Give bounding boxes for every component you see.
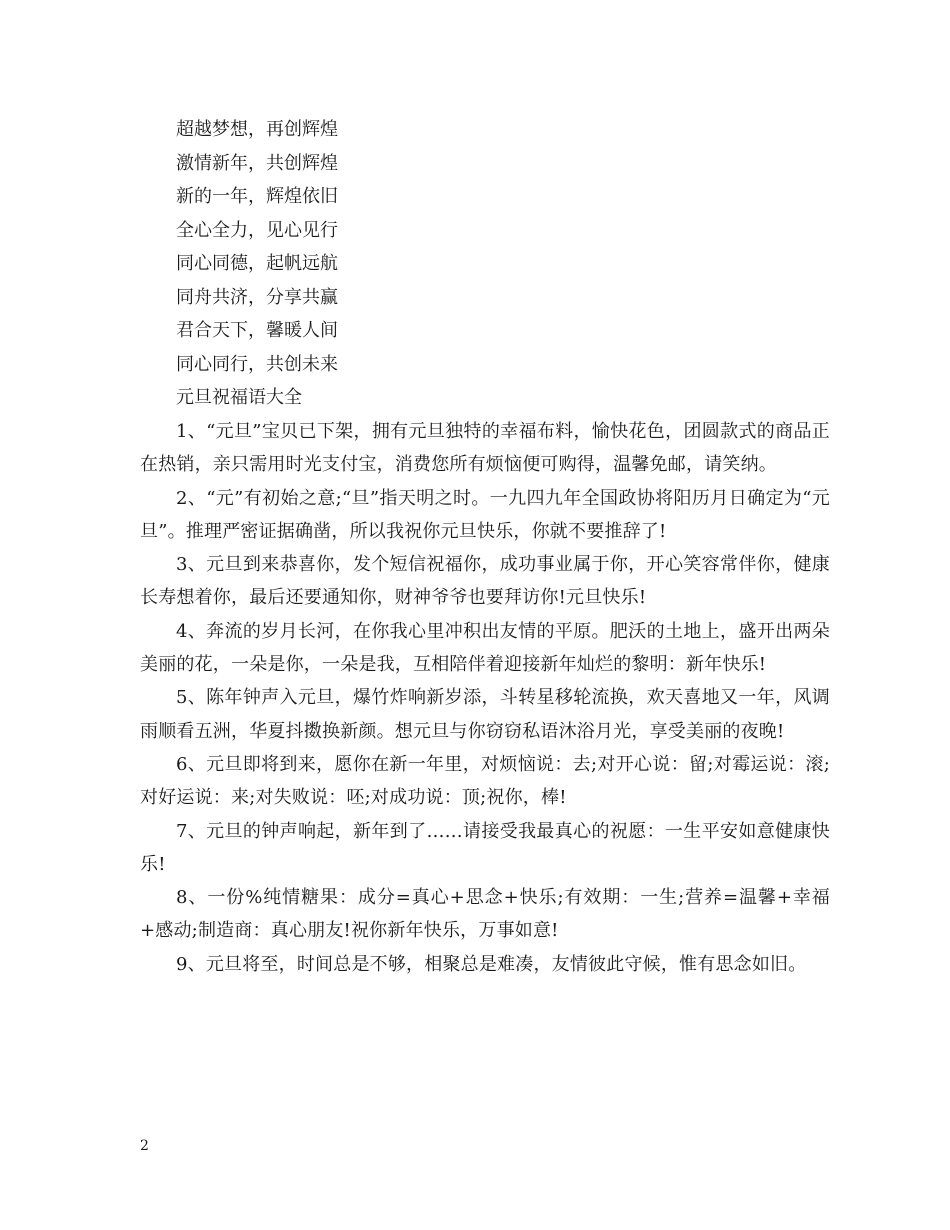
- page-number: 2: [140, 1138, 149, 1154]
- greeting-paragraph: 7、元旦的钟声响起，新年到了……请接受我最真心的祝愿：一生平安如意健康快乐!: [140, 820, 830, 875]
- greeting-paragraphs: [140, 415, 830, 981]
- greeting-paragraph: 8、一份%纯情糖果：成分=真心+思念+快乐;有效期：一生;营养=温馨+幸福+感动;制造商：真心朋友!祝你新年快乐，万事如意!: [140, 887, 830, 942]
- section-heading: 元旦祝福语大全: [176, 387, 302, 408]
- slogan-line: 同心同行，共创未来: [176, 353, 338, 375]
- greeting-paragraph: 4、奔流的岁月长河，在你我心里冲积出友情的平原。肥沃的土地上，盛开出两朵美丽的花，一朵是你，一朵是我，互相陪伴着迎接新年灿烂的黎明：新年快乐!: [140, 620, 830, 676]
- slogan-line: 新的一年，辉煌依旧: [176, 186, 338, 207]
- greeting-paragraph: 5、陈年钟声入元旦，爆竹炸响新岁添，斗转星移轮流换，欢天喜地又一年，风调雨顺看五洲，华夏抖擞换新颜。想元旦与你窃窃私语沐浴月光，享受美丽的夜晚!: [140, 687, 830, 742]
- greeting-paragraph: 2、“元”有初始之意;“旦”指天明之时。一九四九年全国政协将阳历月日确定为“元旦”。推理严密证据确凿，所以我祝你元旦快乐，你就不要推辞了!: [140, 487, 830, 542]
- greeting-paragraph: 3、元旦到来恭喜你，发个短信祝福你，成功事业属于你，开心笑容常伴你，健康长寿想着你，最后还要通知你，财神爷爷也要拜访你!元旦快乐!: [140, 554, 830, 609]
- greeting-paragraph: 9、元旦将至，时间总是不够，相聚总是难凑，友情彼此守候，惟有思念如旧。: [176, 953, 807, 975]
- greeting-paragraph: 6、元旦即将到来，愿你在新一年里，对烦恼说：去;对开心说：留;对霉运说：滚;对好运说：来;对失败说：呸;对成功说：顶;祝你，棒!: [140, 753, 830, 809]
- slogan-line: 君合天下，馨暖人间: [176, 320, 338, 341]
- slogan-line: 全心全力，见心见行: [176, 219, 338, 241]
- slogan-line: 激情新年，共创辉煌: [176, 152, 338, 174]
- slogan-line: 超越梦想，再创辉煌: [176, 119, 338, 140]
- slogan-line: 同舟共济，分享共赢: [176, 286, 338, 308]
- slogan-list: [176, 113, 816, 415]
- greeting-paragraph: 1、“元旦”宝贝已下架，拥有元旦独特的幸福布料，愉快花色，团圆款式的商品正在热销，亲只需用时光支付宝，消费您所有烦恼便可购得，温馨免邮，请笑纳。: [140, 421, 830, 476]
- slogan-line: 同心同德，起帆远航: [176, 253, 338, 274]
